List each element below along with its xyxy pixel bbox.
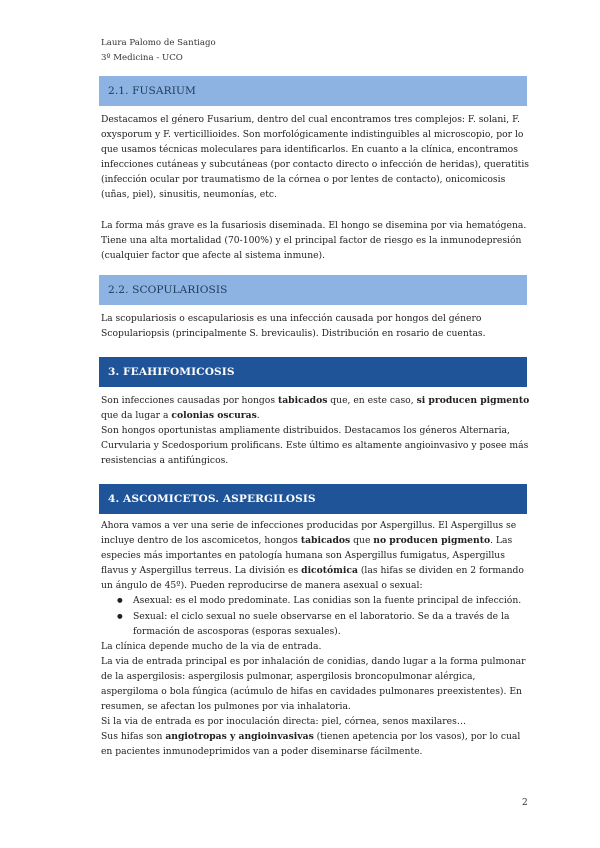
section-heading-aspergilosis bbox=[99, 484, 527, 514]
author-name: Laura Palomo de Santiago bbox=[101, 38, 216, 48]
text-run: (las hifas se dividen en 2 formando un ángulo de 45º). Pueden reproducirse de manera asexual o sexual: bbox=[101, 565, 524, 592]
section-heading-text: 3. FEAHIFOMICOSIS bbox=[108, 366, 235, 378]
fusarium-body bbox=[101, 112, 531, 263]
bold-term: tabicados bbox=[277, 395, 328, 406]
text-run: que bbox=[350, 535, 374, 547]
section-heading-text: 4. ASCOMICETOS. ASPERGILOSIS bbox=[108, 493, 316, 505]
fusarium-paragraph-2: La forma más grave es la fusariosis diseminada. El hongo se disemina por via hematógena. Tiene una alta mortalidad (70-100%) y el principal factor de riesgo es la inmunodepresión (cualquier factor que afecte al sistema inmune). bbox=[101, 219, 527, 261]
text-run: . Las especies más importantes en patología humana son Aspergillus fumigatus, Aspergillus flavus y Aspergillus terreus. La división es bbox=[101, 535, 513, 577]
text-run: Son infecciones causadas por hongos bbox=[101, 395, 278, 406]
list-item: ● Asexual: es el modo predominate. Las conidias son la fuente principal de infección. bbox=[101, 593, 531, 608]
aspergilosis-paragraph-3: La via de entrada principal es por inhalación de conidias, dando lugar a la forma pulmonar de la aspergilosis: aspergilosis pulmonar, aspergilosis broncopulmonar alérgica, aspergiloma o bola fúngica (acúmulo de hifas en cavidades pulmonares preexistentes). En resumen, se afectan los pulmones por via inhalatoria. bbox=[101, 655, 526, 713]
aspergilosis-body bbox=[101, 518, 531, 760]
text-run: que da lugar a bbox=[101, 410, 172, 422]
fusarium-paragraph-1: Destacamos el género Fusarium, dentro del cual encontramos tres complejos: F. solani, F. oxysporum y F. verticillioides. Son morfológicamente indistinguibles al microscopio, por lo que usamos técnicas moleculares para identificarlos. En cuanto a la clínica, encontramos infecciones cutáneas y subcutáneas (por contacto directo o infección de heridas), queratitis (infección ocular por traumatismo de la córnea o por lentes de contacto), onicomicosis (uñas, piel), sinusitis, neumonías, etc. bbox=[101, 114, 530, 201]
section-heading-fusarium bbox=[99, 76, 527, 106]
bold-term: dicotómica bbox=[301, 565, 358, 577]
feahifomicosis-paragraph-2: Son hongos oportunistas ampliamente distribuidos. Destacamos los géneros Alternaria, Curvularia y Scedosporium prolificans. Este último es altamente angioinvasivo y posee más resistencias a antifúngicos. bbox=[101, 425, 529, 467]
bold-term: no producen pigmento bbox=[373, 535, 491, 547]
section-heading-scopulariosis bbox=[99, 275, 527, 305]
feahifomicosis-paragraph-1 bbox=[101, 393, 531, 423]
text-run: Ahora vamos a ver una serie de infecciones producidas por Aspergillus. El Aspergillus se incluye dentro de los ascomicetos, hongos bbox=[101, 520, 517, 547]
course-name: 3º Medicina - UCO bbox=[101, 53, 183, 63]
section-heading-text: 2.2. SCOPULARIOSIS bbox=[108, 284, 228, 296]
bold-term: angiotropas y angioinvasivas bbox=[165, 731, 314, 743]
bold-term: colonias oscuras bbox=[171, 410, 257, 422]
feahifomicosis-body bbox=[101, 393, 531, 468]
aspergilosis-paragraph-5 bbox=[101, 729, 531, 759]
reproduction-list bbox=[101, 593, 531, 638]
bold-term: si producen pigmento bbox=[416, 395, 530, 406]
text-run: (tienen apetencia por los vasos), por lo cual en pacientes inmunodeprimidos van a poder diseminarse fácilmente. bbox=[101, 731, 521, 758]
scopulariosis-paragraph-1: La scopulariosis o escapulariosis es una infección causada por hongos del género Scopulariopsis (principalmente S. brevicaulis). Distribución en rosario de cuentas. bbox=[101, 313, 486, 340]
section-heading-text: 2.1. FUSARIUM bbox=[108, 85, 197, 97]
text-run: Sus hifas son bbox=[101, 731, 166, 743]
aspergilosis-paragraph-1 bbox=[101, 518, 531, 593]
text-run: que, en este caso, bbox=[327, 395, 417, 406]
page-number: 2 bbox=[522, 798, 528, 808]
list-item: ● Sexual: el ciclo sexual no suele observarse en el laboratorio. Se da a través de la formación de ascosporas (esporas sexuales). bbox=[101, 609, 531, 639]
bold-term: tabicados bbox=[300, 535, 351, 547]
aspergilosis-paragraph-4: Si la via de entrada es por inoculación directa: piel, córnea, senos maxilares… bbox=[101, 716, 467, 728]
aspergilosis-paragraph-2: La clínica depende mucho de la via de entrada. bbox=[101, 640, 322, 652]
page-header bbox=[101, 36, 216, 66]
text-run: . bbox=[256, 410, 260, 422]
scopulariosis-body bbox=[101, 311, 531, 341]
section-heading-feahifomicosis bbox=[99, 357, 527, 387]
